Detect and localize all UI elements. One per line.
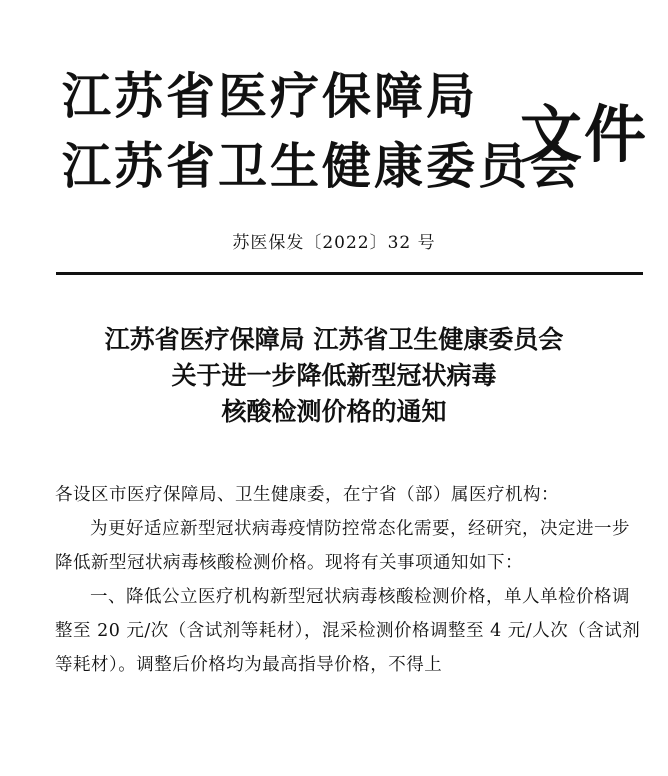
document-number: 苏医保发〔2022〕32 号	[232, 233, 436, 253]
issuer-line-2: 江苏省卫生健康委员会	[62, 137, 583, 195]
document-body	[55, 478, 645, 682]
title-line-2: 关于进一步降低新型冠状病毒	[171, 361, 497, 390]
paragraph-1: 为更好适应新型冠状病毒疫情防控常态化需要，经研究，决定进一步降低新型冠状病毒核酸检测价格。现将有关事项通知如下：	[55, 519, 630, 573]
document-header	[62, 60, 662, 210]
title-line-3: 核酸检测价格的通知	[221, 397, 447, 426]
issuer-line-1: 江苏省医疗保障局	[62, 67, 479, 125]
title-line-1: 江苏省医疗保障局 江苏省卫生健康委员会	[104, 325, 564, 354]
document-suffix: 文件	[520, 98, 649, 171]
paragraph-2: 一、降低公立医疗机构新型冠状病毒核酸检测价格，单人单检价格调整至 20 元/次（含试剂等耗材），混采检测价格调整至 4 元/人次（含试剂等耗材）。调整后价格均为最高指导价格，不得上	[55, 587, 641, 675]
header-divider	[56, 272, 643, 275]
salutation: 各设区市医疗保障局、卫生健康委，在宁省（部）属医疗机构：	[55, 485, 559, 505]
document-title	[0, 322, 668, 430]
